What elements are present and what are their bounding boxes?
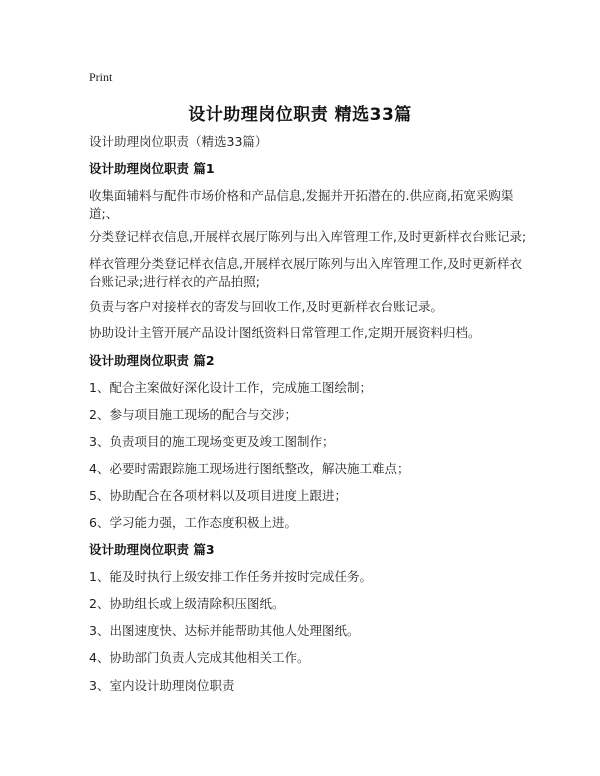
list-item: 3、负责项目的施工现场变更及竣工图制作；	[89, 434, 335, 449]
list-item: 3、出图速度快、达标并能帮助其他人处理图纸。	[89, 623, 360, 638]
list-item: 1、能及时执行上级安排工作任务并按时完成任务。	[89, 569, 372, 584]
paragraph: 收集面辅料与配件市场价格和产品信息,发掘并开拓潜在的.供应商,拓宽采购渠道;、	[89, 188, 514, 221]
section-heading: 设计助理岗位职责 篇2	[89, 353, 215, 368]
list-item: 6、学习能力强，工作态度积极上进。	[89, 515, 297, 530]
list-item: 4、必要时需跟踪施工现场进行图纸整改，解决施工难点；	[89, 461, 410, 476]
print-label: Print	[89, 70, 113, 84]
list-item: 1、配合主案做好深化设计工作，完成施工图绘制；	[89, 380, 372, 395]
page-title: 设计助理岗位职责 精选33篇	[188, 105, 412, 125]
section-heading: 设计助理岗位职责 篇1	[89, 161, 215, 176]
paragraph: 负责与客户对接样衣的寄发与回收工作,及时更新样衣台账记录。	[89, 299, 443, 314]
paragraph: 样衣管理分类登记样衣信息,开展样衣展厅陈列与出入库管理工作,及时更新样衣台账记录;进行样衣的产品拍照;	[89, 256, 522, 289]
list-item: 3、室内设计助理岗位职责	[89, 678, 235, 693]
subtitle: 设计助理岗位职责（精选33篇）	[89, 134, 268, 149]
list-item: 2、参与项目施工现场的配合与交涉；	[89, 407, 297, 422]
paragraph: 分类登记样衣信息,开展样衣展厅陈列与出入库管理工作,及时更新样衣台账记录;	[89, 229, 527, 244]
paragraph: 协助设计主管开展产品设计图纸资料日常管理工作,定期开展资料归档。	[89, 325, 481, 340]
list-item: 5、协助配合在各项材料以及项目进度上跟进；	[89, 488, 347, 503]
section-heading: 设计助理岗位职责 篇3	[89, 542, 215, 557]
list-item: 2、协助组长或上级清除积压图纸。	[89, 596, 285, 611]
list-item: 4、协助部门负责人完成其他相关工作。	[89, 650, 310, 665]
